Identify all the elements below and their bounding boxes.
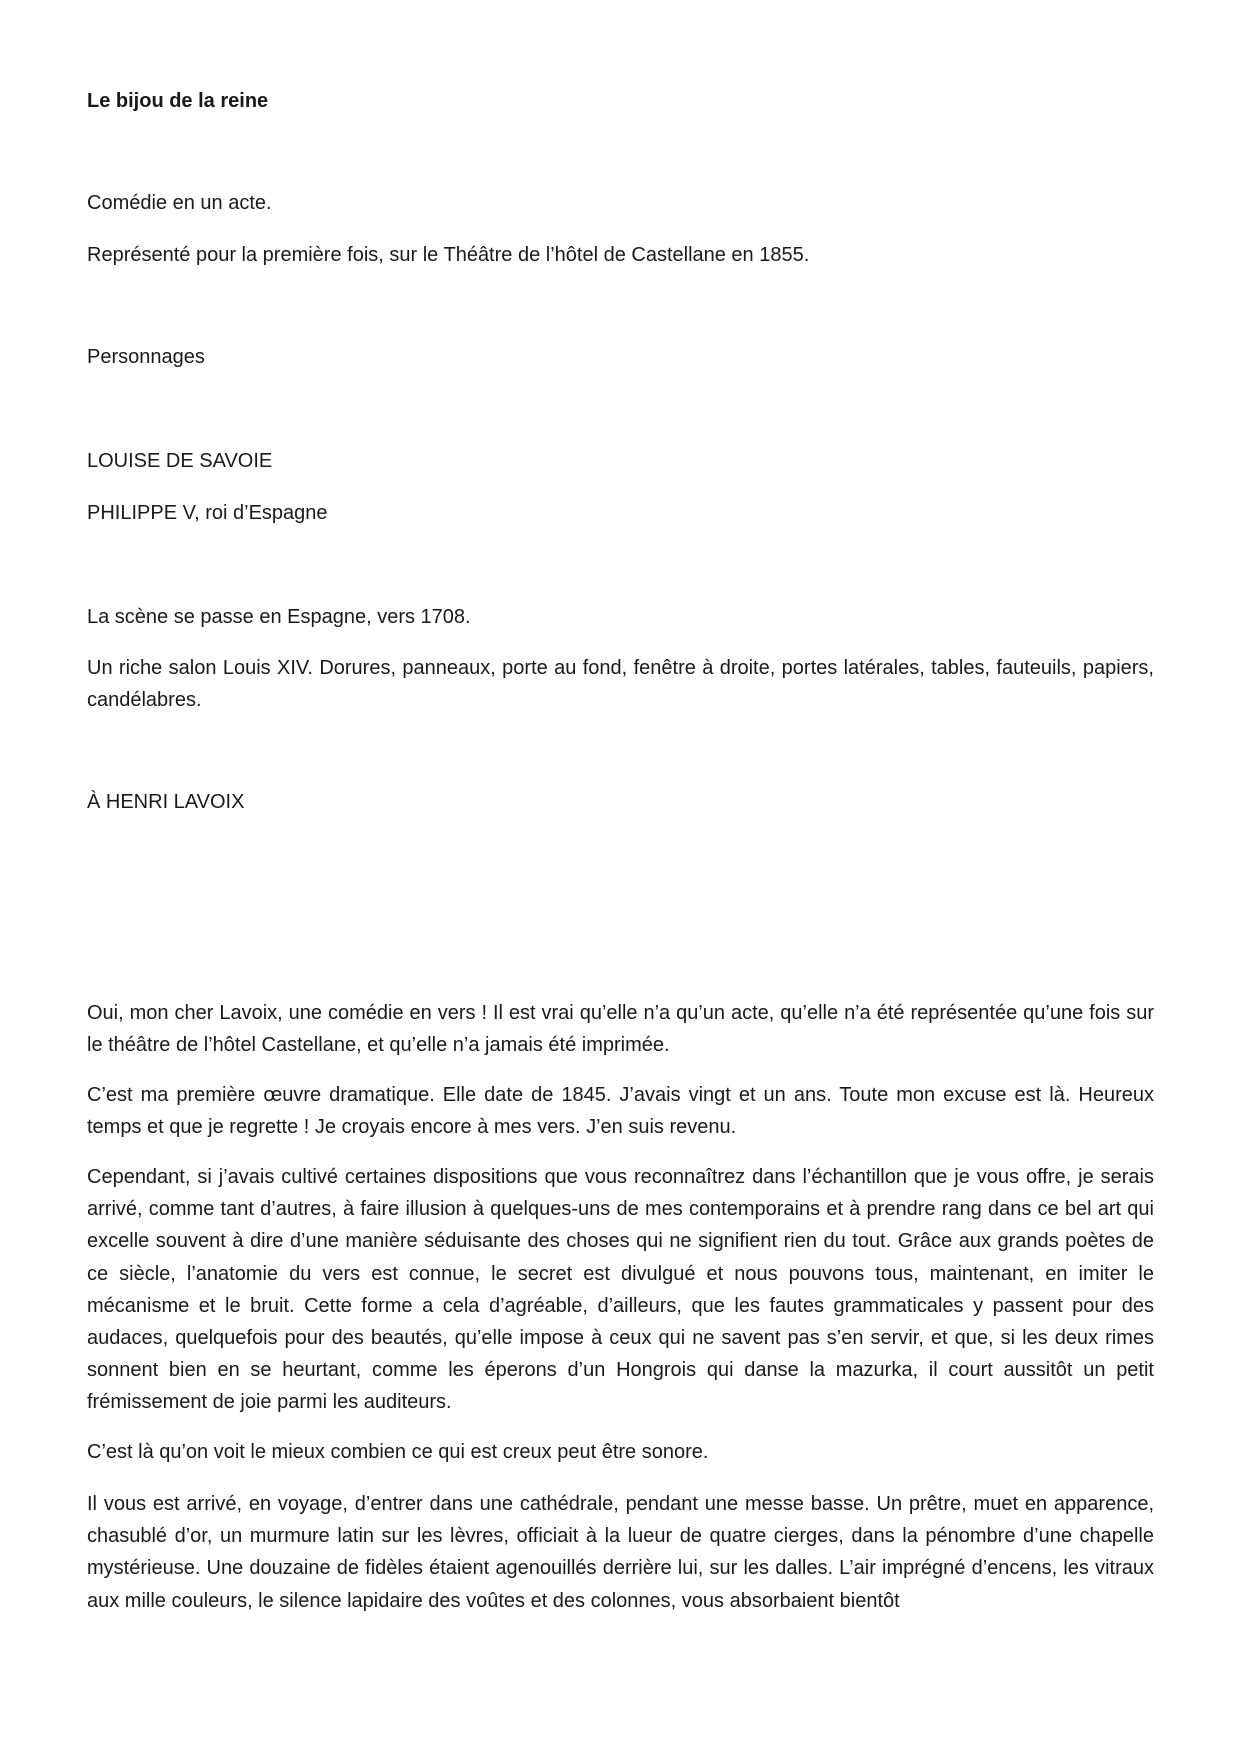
document-subtitle: Comédie en un acte.	[87, 192, 272, 214]
characters-heading: Personnages	[87, 346, 205, 368]
character-name: PHILIPPE V, roi d’Espagne	[87, 502, 328, 524]
performance-note: Représenté pour la première fois, sur le Théâtre de l’hôtel de Castellane en 1855.	[87, 244, 810, 266]
decor-description: Un riche salon Louis XIV. Dorures, panneaux, porte au fond, fenêtre à droite, portes latérales, tables, fauteuils, papiers, candélabres.	[87, 657, 1154, 712]
body-paragraph: C’est là qu’on voit le mieux combien ce qui est creux peut être sonore.	[87, 1441, 709, 1463]
body-paragraph: Cependant, si j’avais cultivé certaines dispositions que vous reconnaîtrez dans l’échantillon que je vous offre, je serais arrivé, comme tant d’autres, à faire illusion à quelques-uns de mes contemporains et à prendre rang dans ce bel art qui excelle souvent à dire d’une manière séduisante des choses qui ne signifient rien du tout. Grâce aux grands poètes de ce siècle, l’anatomie du vers est connue, le secret est divulgué et nous pouvons tous, maintenant, en imiter le mécanisme et le bruit. Cette forme a cela d’agréable, d’ailleurs, que les fautes grammaticales y passent pour des audaces, quelquefois pour des beautés, qu’elle impose à ceux qui ne savent pas s’en servir, et que, si les deux rimes sonnent bien en se heurtant, comme les éperons d’un Hongrois qui danse la mazurka, il court aussitôt un petit frémissement de joie parmi les auditeurs.	[87, 1166, 1154, 1414]
body-paragraph: C’est ma première œuvre dramatique. Elle date de 1845. J’avais vingt et un ans. Toute mon excuse est là. Heureux temps et que je regrette ! Je croyais encore à mes vers. J’en suis revenu.	[87, 1084, 1154, 1139]
document-title: Le bijou de la reine	[87, 90, 269, 112]
dedication: À HENRI LAVOIX	[87, 791, 245, 813]
setting-note: La scène se passe en Espagne, vers 1708.	[87, 606, 471, 628]
character-name: LOUISE DE SAVOIE	[87, 450, 273, 472]
body-paragraph: Il vous est arrivé, en voyage, d’entrer dans une cathédrale, pendant une messe basse. Un prêtre, muet en apparence, chasublé d’or, un murmure latin sur les lèvres, officiait à la lueur de quatre cierges, dans la pénombre d’une chapelle mystérieuse. Une douzaine de fidèles étaient agenouillés derrière lui, sur les dalles. L’air imprégné d’encens, les vitraux aux mille couleurs, le silence lapidaire des voûtes et des colonnes, vous absorbaient bientôt	[87, 1493, 1154, 1612]
body-paragraph: Oui, mon cher Lavoix, une comédie en vers ! Il est vrai qu’elle n’a qu’un acte, qu’elle n’a été représentée qu’une fois sur le théâtre de l’hôtel Castellane, et qu’elle n’a jamais été imprimée.	[87, 1002, 1154, 1057]
